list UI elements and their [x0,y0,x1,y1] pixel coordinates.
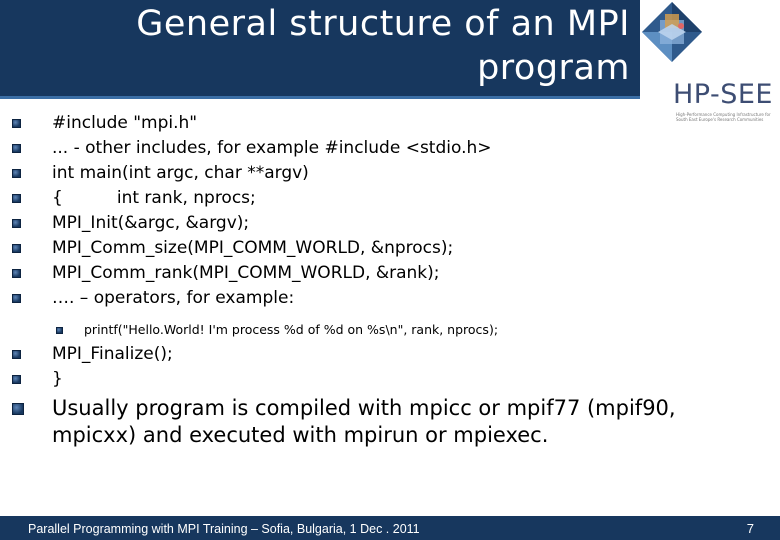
list-item-text: MPI_Comm_rank(MPI_COMM_WORLD, &rank); [52,263,440,283]
list-item-text: } [52,369,63,389]
list-item-text: …. – operators, for example: [52,288,295,308]
square-bullet-icon [56,327,63,334]
note-text: Usually program is compiled with mpicc or mpif77 (mpif90, mpicxx) and executed with mpirun or mpiexec. [52,396,676,447]
square-bullet-icon [12,350,21,359]
hp-see-logo-text: HP-SEE [673,79,773,110]
square-bullet-icon [12,169,21,178]
list-item-text: { int rank, nprocs; [52,188,256,208]
logo-tagline: High-Performance Computing Infrastructure for South East Europe's Research Communities [676,112,771,122]
square-bullet-icon [12,269,21,278]
square-bullet-icon [12,375,21,384]
list-item-text: ... - other includes, for example #include <stdio.h> [52,138,492,158]
square-bullet-icon [12,244,21,253]
list-item-text: MPI_Comm_size(MPI_COMM_WORLD, &nprocs); [52,238,454,258]
list-item-text: #include "mpi.h" [52,113,198,133]
title-line-1: General structure of an MPI [136,4,630,44]
square-bullet-icon [12,194,21,203]
sub-list-item-text: printf("Hello.World! I'm process %d of %d on %s\n", rank, nprocs); [84,322,499,337]
title-line-2: program [477,48,630,88]
square-bullet-icon [12,144,21,153]
list-item-text: MPI_Finalize(); [52,344,173,364]
square-bullet-icon [12,219,21,228]
square-bullet-icon [12,119,21,128]
list-item-text: MPI_Init(&argc, &argv); [52,213,250,233]
footer-text: Parallel Programming with MPI Training – Sofia, Bulgaria, 1 Dec . 2011 [28,522,420,536]
list-item-text: int main(int argc, char **argv) [52,163,309,183]
square-bullet-icon [12,294,21,303]
square-bullet-icon [12,403,24,415]
page-number: 7 [746,521,754,536]
